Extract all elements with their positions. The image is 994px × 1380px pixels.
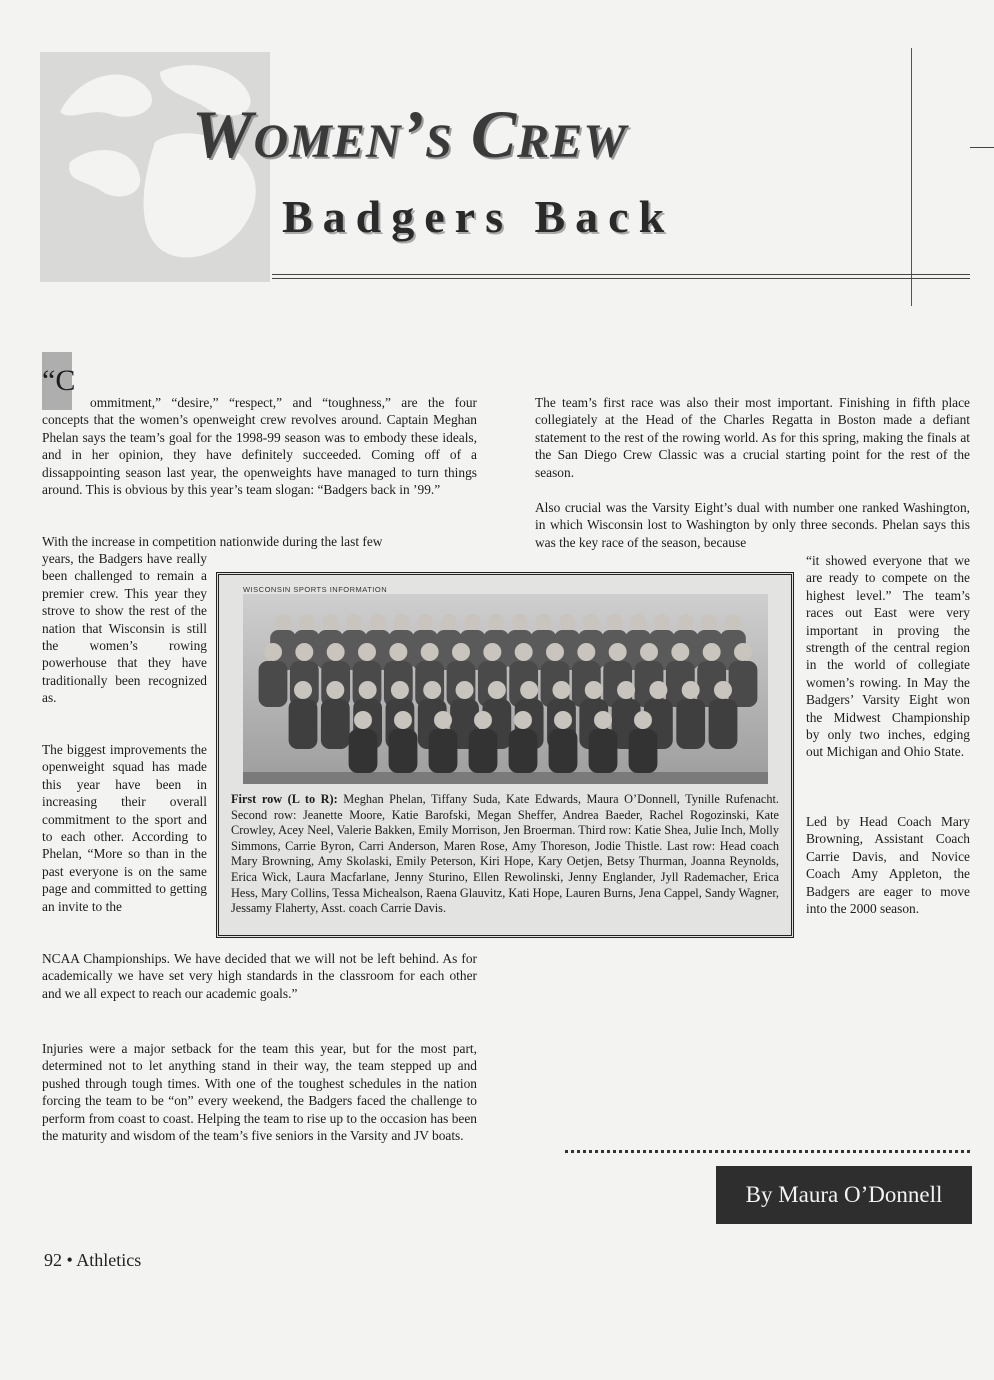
paragraph-races-east-text: “it showed everyone that we are ready to compete on the highest level.” The team’s races out East were very important in proving the strength of the central region in the world of collegiate women’s rowing. In May the Badgers’ Varsity Eight won the Midwest Championship by only two inches, edging out Michigan and Ohio State. [806,553,970,760]
paragraph-injuries-text: Injuries were a major setback for the team this year, but for the most part, determined not to let anything stand in their way, the team stepped up and pushed through tough times. With one of the toughest schedules in the nation forcing the team to be “on” every weekend, the Badgers faced the challenge to perform from coast to coast. Helping the team to rise up to the occasion has been the maturity and wisdom of the team’s five seniors in the Varsity and JV boats. [42,1041,477,1144]
paragraph-injuries [42,1040,477,1144]
edge-tick [970,147,994,148]
page-folio: 92 • Athletics [44,1250,142,1270]
team-member-head [417,614,433,630]
header-rule-bottom [272,278,970,279]
vertical-rule [911,48,912,306]
team-member-body [429,729,458,773]
paragraph-competition-line [42,533,477,550]
team-member-head [421,643,439,661]
team-member-head [671,643,689,661]
team-member-head [734,643,752,661]
paragraph-competition-text-a: With the increase in competition nationwide during the last few [42,534,383,549]
team-member-head [682,681,700,699]
team-member-head [391,681,409,699]
team-member-head [725,614,741,630]
dotted-separator [565,1150,970,1153]
team-member-head [552,681,570,699]
paragraph-competition-text-b: years, the Badgers have really been challenged to remain a premier crew. This year they strove to show the rest of the nation that Wisconsin is still the women’s rowing powerhouse that they have traditionally been recognized as. [42,551,207,706]
team-member-head [295,643,313,661]
team-member-body [259,661,288,707]
paragraph-coaches [806,813,970,917]
team-member-head [389,643,407,661]
team-member-head [434,711,452,729]
photo-caption [231,792,779,917]
paragraph-intro [42,394,477,498]
team-member-head [630,614,646,630]
byline: By Maura O’Donnell [716,1166,972,1224]
team-member-head [512,614,528,630]
team-member-head [585,681,603,699]
team-member-head [275,614,291,630]
paragraph-first-race-text: The team’s first race was also their most important. Finishing in fifth place collegiately at the Head of the Charles Regatta in Boston made a defiant statement to the rest of the rowing world. As for this spring, making the finals at the San Diego Crew Classic was a crucial starting point for the rest of the season. [535,395,970,480]
paragraph-coaches-text: Led by Head Coach Mary Browning, Assistant Coach Carrie Davis, and Novice Coach Amy Appleton, the Badgers are eager to move into the 2000 season. [806,814,970,917]
team-member-head [520,681,538,699]
team-member-body [629,729,658,773]
team-member-head [714,681,732,699]
team-member-body [709,699,738,749]
paragraph-improvements-text-b: NCAA Championships. We have decided that we will not be left behind. As for academically we have set very high standards in the classroom for each other and we all expect to reach our academic goals.” [42,951,477,1001]
caption-names: Meghan Phelan, Tiffany Suda, Kate Edwards, Maura O’Donnell, Tynille Rufenacht. Second row: Jeanette Moore, Katie Barofski, Megan Sheffer, Andrea Baeder, Rachel Rogozinski, Kate Crowley, Acey Neel, Valerie Bakken, Emily Morrison, Jen Broerman. Third row: Katie Shea, Julie Inch, Molly Simmons, Carrie Byron, Carri Anderson, Maren Rose, Amy Thoreson, Jodie Thistle. Last row: Head coach Mary Browning, Amy Skolaski, Emily Peterson, Kiri Hope, Kary Oetjen, Betsy Thurman, Joanna Reynolds, Erica Wick, Laura Macfarlane, Jenny Sturino, Ellen Rewolinski, Jenny Englander, Jyll Rademacher, Erica Hess, Mary Collins, Tessa Michealson, Raena Glauvitz, Kati Hope, Lauren Burns, Jena Cappel, Sandy Wagner, Jessamy Flaherty, Asst. coach Carrie Davis. [231,792,780,916]
team-member-head [294,681,312,699]
team-member-body [349,729,378,773]
team-member-head [594,711,612,729]
team-member-head [634,711,652,729]
team-member-head [514,711,532,729]
paragraph-intro-text: ommitment,” “desire,” “respect,” and “toughness,” are the four concepts that the women’s openweight crew revolves around. Captain Meghan Phelan says the team’s goal for the 1998-99 season was to embody these ideals, and in her opinion, they have definitely succeeded. Coming off of a dissappointing season last year, the openweights have managed to turn things around. This is obvious by this year’s team slogan: “Badgers back in ’99.” [42,395,477,498]
paragraph-races-east [806,552,970,761]
team-member-head [554,711,572,729]
dropcap: “C [42,364,76,397]
team-member-head [515,643,533,661]
team-member-head [370,614,386,630]
team-member-head [609,643,627,661]
team-member-head [701,614,717,630]
team-member-head [559,614,575,630]
team-member-head [474,711,492,729]
team-member-body [469,729,498,773]
team-member-body [389,729,418,773]
team-member-head [322,614,338,630]
team-member-head [394,711,412,729]
paragraph-improvements-text: The biggest improvements the openweight squad has made this year have been in increasing their overall commitment to the sport and to each other. According to Phelan, “More so than in the past everyone is on the same page and committed to getting an invite to the [42,742,207,914]
caption-lead: First row (L to R): [231,792,338,806]
team-member-body [321,699,350,749]
team-member-head [654,614,670,630]
team-member-head [617,681,635,699]
team-member-head [327,643,345,661]
header-rule-top [272,274,970,275]
team-member-head [423,681,441,699]
team-member-head [346,614,362,630]
team-member-body [289,699,318,749]
paragraph-varsity-dual [535,499,970,551]
team-member-head [488,614,504,630]
team-member-head [488,681,506,699]
paragraph-improvements [42,741,207,915]
team-member-head [577,643,595,661]
team-member-head [264,643,282,661]
team-member-head [546,643,564,661]
team-member-head [583,614,599,630]
paragraph-improvements-continued [42,950,477,1002]
team-member-head [703,643,721,661]
paragraph-first-race [535,394,970,481]
paragraph-competition [42,550,207,707]
team-member-head [464,614,480,630]
team-member-head [678,614,694,630]
photo-credit: WISCONSIN SPORTS INFORMATION [243,585,388,594]
team-member-body [589,729,618,773]
team-photo [243,594,768,784]
team-member-head [354,711,372,729]
team-member-head [358,643,376,661]
page-title: Women’s Crew [192,96,627,172]
team-member-body [509,729,538,773]
team-member-head [607,614,623,630]
paragraph-varsity-dual-text: Also crucial was the Varsity Eight’s dual with number one ranked Washington, in which Wisconsin lost to Washington by only three seconds. Phelan says this was the key race of the season, because [535,500,970,550]
team-member-body [729,661,758,707]
team-member-head [649,681,667,699]
team-member-head [359,681,377,699]
team-member-head [452,643,470,661]
team-member-head [536,614,552,630]
team-member-head [456,681,474,699]
team-member-head [441,614,457,630]
page-subtitle: Badgers Back [282,191,675,242]
team-member-head [393,614,409,630]
team-member-body [549,729,578,773]
team-member-head [640,643,658,661]
team-member-head [483,643,501,661]
team-member-head [326,681,344,699]
team-member-head [299,614,315,630]
team-member-body [676,699,705,749]
